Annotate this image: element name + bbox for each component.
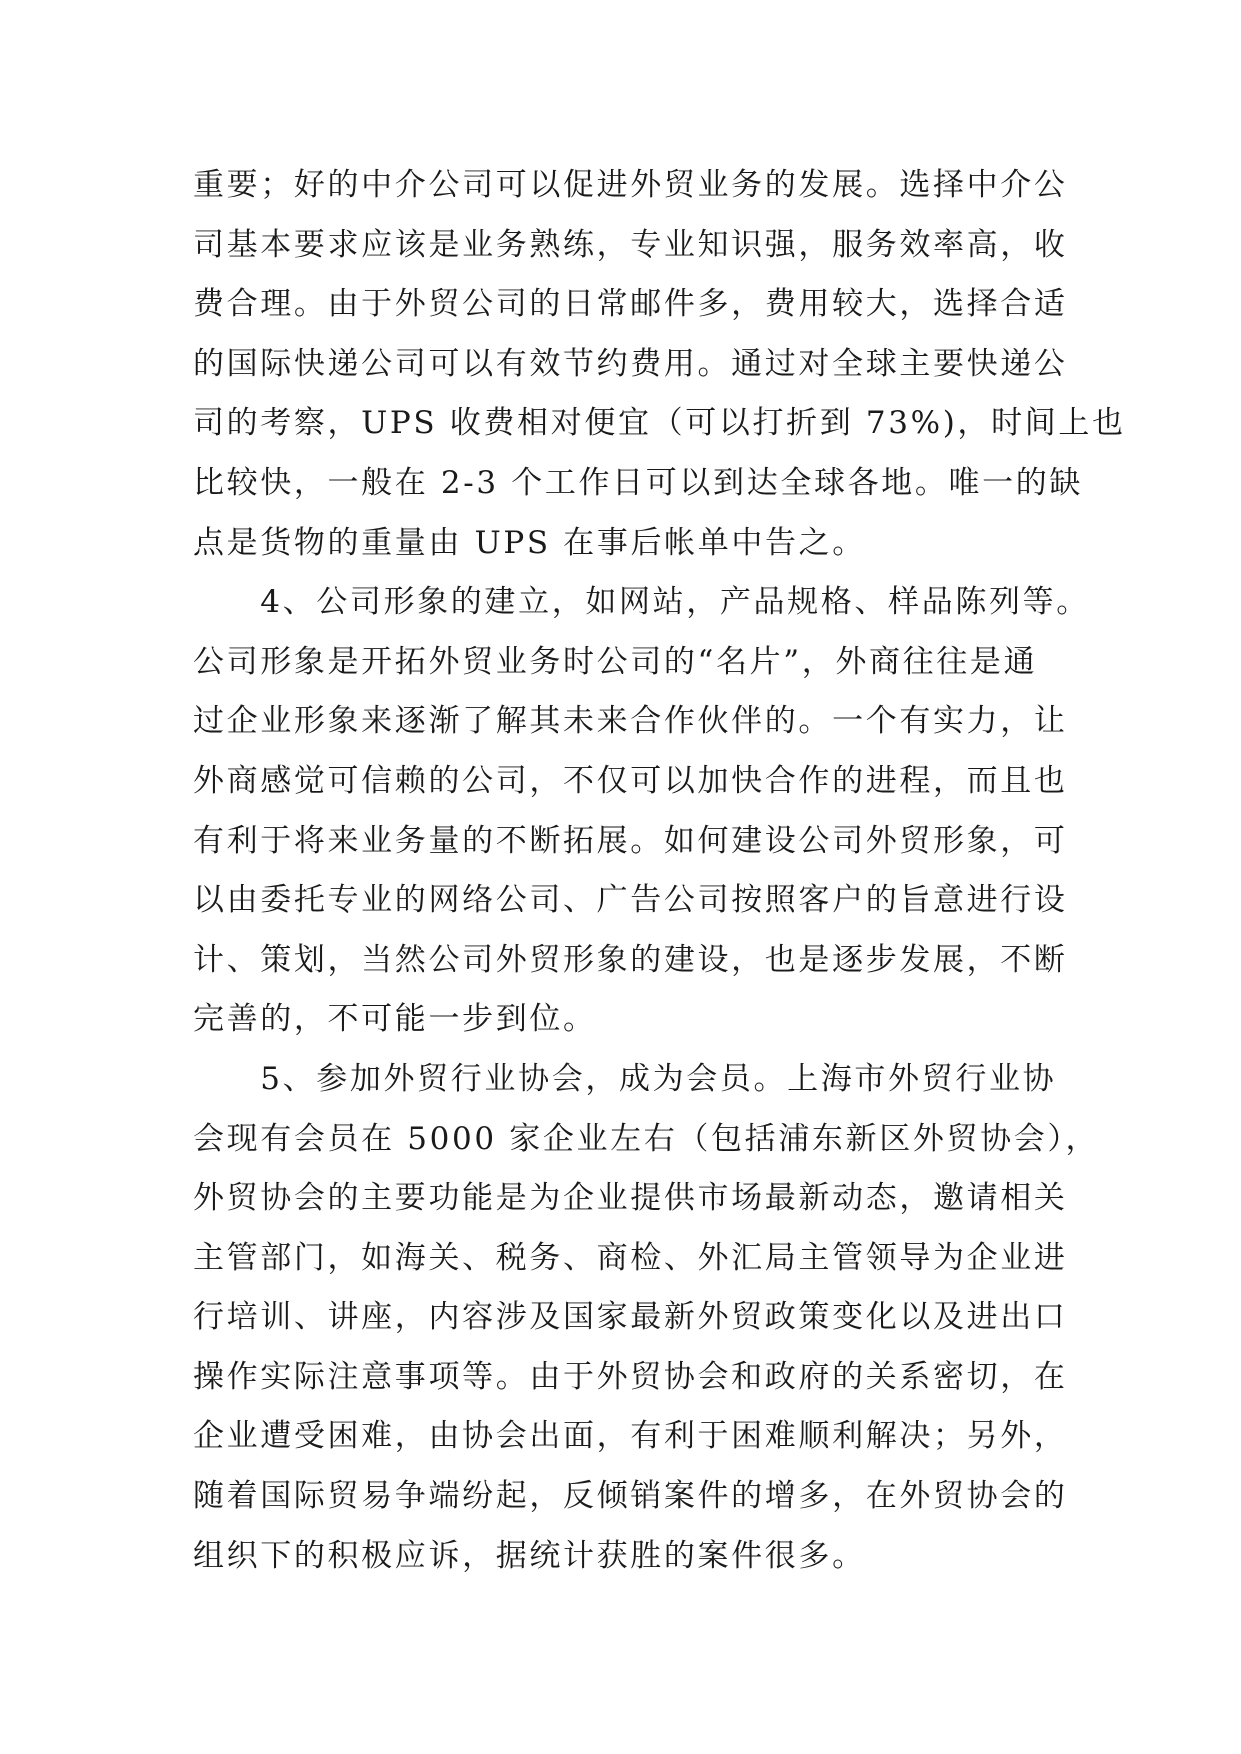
text-line: 组织下的积极应诉，据统计获胜的案件很多。: [193, 1537, 866, 1574]
text-line: 司基本要求应该是业务熟练，专业知识强，服务效率高，收: [193, 226, 1068, 263]
text-line: 有利于将来业务量的不断拓展。如何建设公司外贸形象，可: [193, 822, 1068, 859]
text-line: 4、公司形象的建立，如网站，产品规格、样品陈列等。: [193, 584, 1090, 621]
text-line: 的国际快递公司可以有效节约费用。通过对全球主要快递公: [193, 345, 1068, 382]
text-line: 以由委托专业的网络公司、广告公司按照客户的旨意进行设: [193, 882, 1068, 919]
text-line: 完善的，不可能一步到位。: [193, 1001, 597, 1038]
document-body: [193, 156, 1126, 1586]
text-line: 会现有会员在 5000 家企业左右（包括浦东新区外贸协会），: [193, 1120, 1100, 1157]
text-line: 外商感觉可信赖的公司，不仅可以加快合作的进程，而且也: [193, 762, 1068, 799]
text-line: 司的考察，UPS 收费相对便宜（可以打折到 73%)，时间上也: [193, 405, 1126, 442]
text-line: 重要；好的中介公司可以促进外贸业务的发展。选择中介公: [193, 167, 1068, 203]
text-line: 行培训、讲座，内容涉及国家最新外贸政策变化以及进出口: [193, 1299, 1068, 1336]
text-line: 外贸协会的主要功能是为企业提供市场最新动态，邀请相关: [193, 1180, 1068, 1217]
text-line: 比较快，一般在 2-3 个工作日可以到达全球各地。唯一的缺: [193, 464, 1084, 501]
text-line: 计、策划，当然公司外贸形象的建设，也是逐步发展，不断: [193, 941, 1068, 978]
text-line: 费合理。由于外贸公司的日常邮件多，费用较大，选择合适: [193, 286, 1068, 323]
text-line: 点是货物的重量由 UPS 在事后帐单中告之。: [193, 524, 866, 561]
text-line: 公司形象是开拓外贸业务时公司的“名片”，外商往往是通: [193, 643, 1038, 680]
text-line: 过企业形象来逐渐了解其未来合作伙伴的。一个有实力，让: [193, 703, 1068, 740]
text-line: 主管部门，如海关、税务、商检、外汇局主管领导为企业进: [193, 1239, 1068, 1276]
text-line: 操作实际注意事项等。由于外贸协会和政府的关系密切，在: [193, 1358, 1068, 1395]
text-line: 随着国际贸易争端纷起，反倾销案件的增多，在外贸协会的: [193, 1478, 1068, 1515]
text-line: 企业遭受困难，由协会出面，有利于困难顺利解决；另外，: [193, 1418, 1068, 1455]
text-line: 5、参加外贸行业协会，成为会员。上海市外贸行业协: [193, 1060, 1057, 1097]
